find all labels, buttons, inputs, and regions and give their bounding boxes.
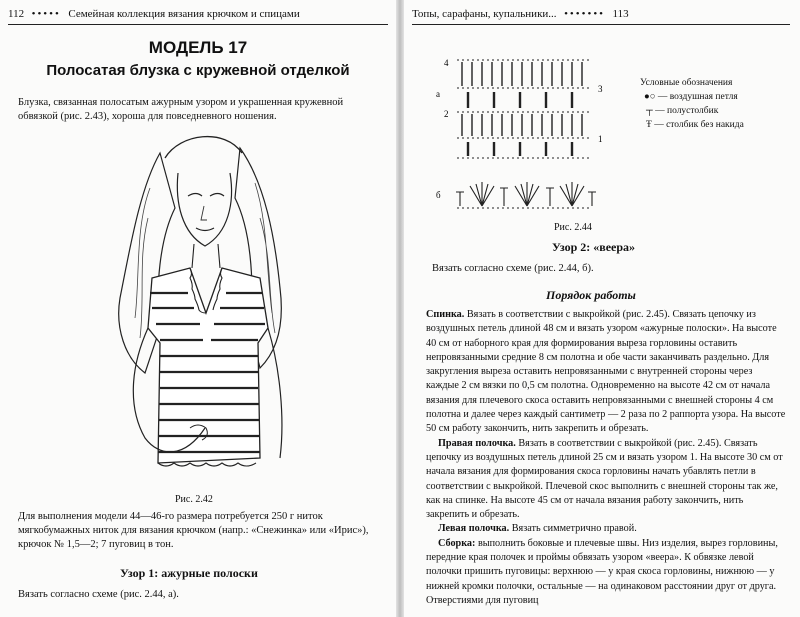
paragraph-right-front: Правая полочка. Вязать в соответствии с выкройкой (рис. 2.45). Связать цепочку из воздушных петель длиной 25 см и вязать узором 1. На высоте 30 см от начала вязания для формирования скоса горловины начать убавлять петли в соответствии с выкройкой. Плечевой скос выполнить с внешней стороны так же, как на спинке. На высоте 45 см от начала вязания работу закончить, нить закрепить и обрезать. [426,437,783,521]
intro-paragraph: Блузка, связанная полосатым ажурным узором и украшенная кружевной обвязкой (рис. 2.43), хороша для повседневного ношения. [18,97,344,122]
legend-item: ●○ — воздушная петля [644,92,738,102]
paragraph-lead: Левая полочка. [438,523,510,535]
header-dots: ••••• [26,8,66,20]
materials-paragraph: Для выполнения модели 44—46-го размера потребуется 250 г ниток мягкобумажных ниток для вязания крючком (напр.: «Снежинка» или «Ирис»), крючок № 1,5—2; 7 пуговиц в тон. [18,511,369,550]
left-page-number: 112 [8,8,25,20]
crochet-chart [432,40,622,220]
chart-row-label: 2 [444,109,449,119]
pattern2-text: Вязать согласно схеме (рис. 2.44, б). [432,263,594,274]
work-order-title: Порядок работы [546,288,636,302]
right-page-number: 113 [612,8,629,20]
legend-symbol-icon: ┬ [646,106,653,116]
left-header-title: Семейная коллекция вязания крючком и спицами [68,8,300,20]
paragraph-lead: Спинка. [426,309,465,320]
chart-row-label: 1 [598,134,603,144]
legend-item: ┬ — полустолбик [646,106,719,116]
chart-label-b: б [436,190,441,200]
left-figure-caption: Рис. 2.42 [175,494,213,505]
right-page [404,0,800,617]
left-page [0,0,396,617]
legend [640,76,744,132]
blouse-illustration [90,128,320,498]
work-order-body [426,308,786,608]
book-gutter [396,0,404,617]
paragraph-lead: Сборка: [438,537,476,549]
paragraph-back: Спинка. Вязать в соответствии с выкройкой (рис. 2.45). Связать цепочку из воздушных петель длиной 48 см и вязать узором «ажурные полоски». На высоте 40 см от наборного края для формирования выреза горловины оставить непровязанными средние 8 см полотна и обе части заканчивать раздельно. Для закругления выреза оставить непровязанными с внутренней стороны через каждые 2 см вязки по 0,5 см полотна. Одновременно на высоте 42 см от начала вязания для плечевого скоса оставить непровязанными с внешней стороны 4 см полотна и далее через каждый сантиметр — 2 раза по 2 раппорта узора. На высоте 50 см работу закончить, нить закрепить и обрезать. [426,309,786,435]
chart-label-a: а [436,89,440,99]
chart-row-label: 4 [444,58,449,68]
model-subtitle: Полосатая блузка с кружевной отделкой [46,62,350,79]
paragraph-lead: Правая полочка. [438,437,516,449]
right-figure-caption: Рис. 2.44 [554,222,592,233]
right-header [412,8,629,20]
legend-symbol-icon: ●○ [644,92,656,102]
right-header-title: Топы, сарафаны, купальники... [412,8,557,20]
chart-row-label: 3 [598,84,603,94]
right-header-rule [412,24,790,25]
legend-item: Ŧ — столбик без накида [646,120,744,130]
legend-title: Условные обозначения [640,78,733,88]
pattern2-title: Узор 2: «веера» [552,240,636,254]
left-header [8,8,300,20]
pattern1-title: Узор 1: ажурные полоски [120,566,258,580]
header-dots: ••••••• [559,8,610,20]
paragraph-assembly: Сборка: выполнить боковые и плечевые швы. Низ изделия, вырез горловины, передние края полочек и проймы обвязать узором «веера». К обвязке левой полочки пришить пуговицы: верхнюю — у края скоса горловины, нижнюю — у нижней кромки полочки, остальные — на одинаковом расстоянии друг от друга. Отверстиями для пуговиц [426,537,778,606]
paragraph-left-front: Левая полочка. Вязать симметрично правой. [438,523,637,535]
left-header-rule [8,24,388,25]
legend-symbol-icon: Ŧ [646,120,652,130]
pattern1-text: Вязать согласно схеме (рис. 2.44, а). [18,589,179,600]
model-title: МОДЕЛЬ 17 [148,38,248,57]
